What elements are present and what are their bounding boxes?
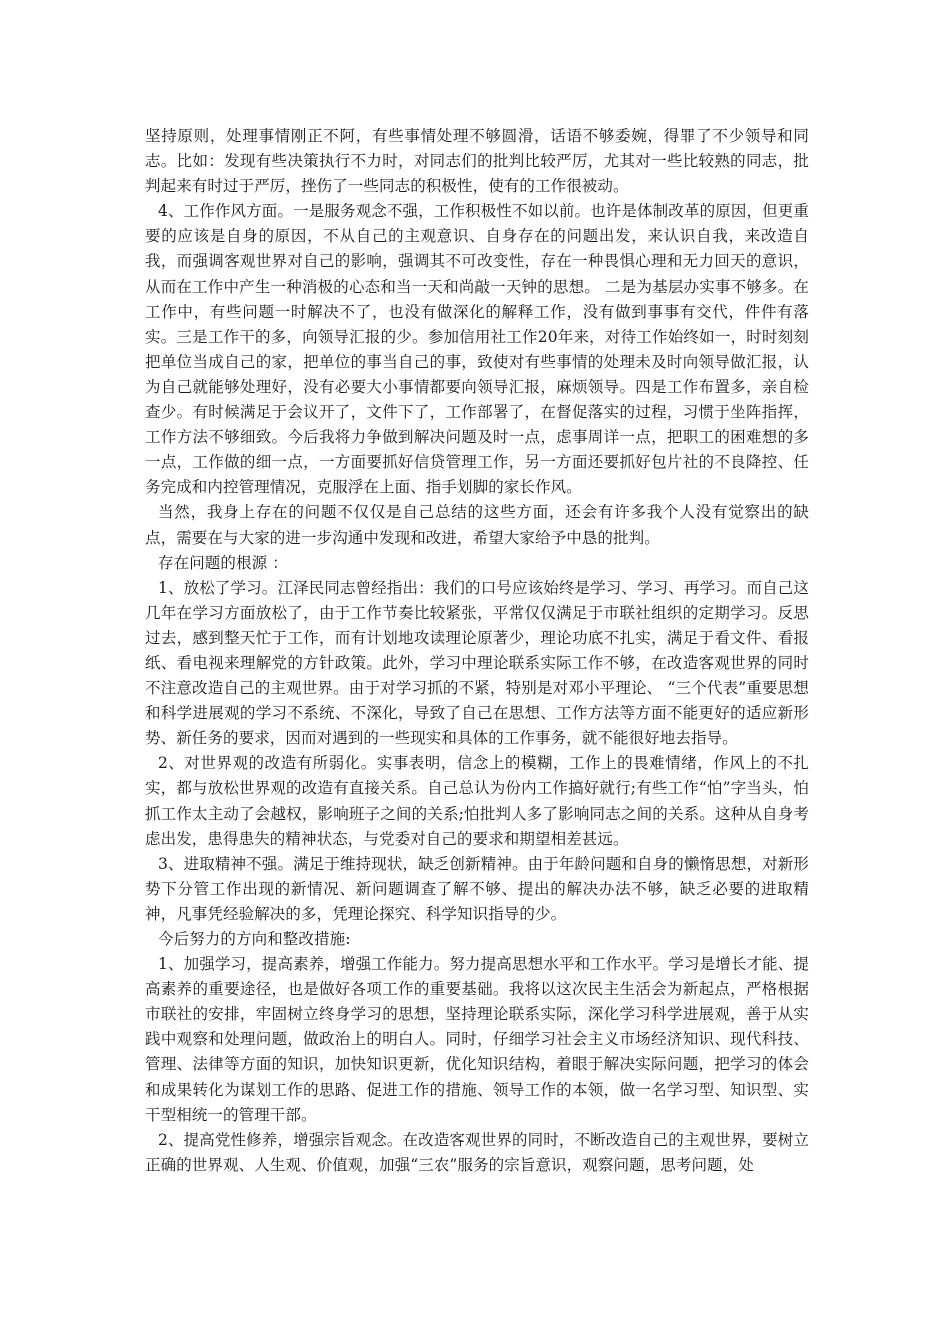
section-heading: 今后努力的方向和整改措施: <box>158 930 351 948</box>
paragraph: 1、加强学习，提高素养，增强工作能力。努力提高思想水平和工作水平。学习是增长才能、提高素养的重要途径，也是做好各项工作的重要基础。我将以这次民主生活会为新起点，严格根据市联社的安排，牢固树立终身学习的思想，坚持理论联系实际，深化学习科学进展观，善于从实践中观察和处理问题，做政治上的明白人。同时，仔细学习社会主义市场经济知识、现代科技、管理、法律等方面的知识，加快知识更新，优化知识结构，着眼于解决实际问题，把学习的体会和成果转化为谋划工作的思路、促进工作的措施、领导工作的本领，做一名学习型、知识型、实干型相统一的管理干部。 <box>145 955 809 1124</box>
paragraph: 4、工作作风方面。一是服务观念不强，工作积极性不如以前。也许是体制改革的原因，但更重要的应该是自身的原因，不从自己的主观意识、自身存在的问题出发，来认识自我，来改造自我，而强调客观世界对自己的影响，强调其不可改变性，存在一种畏惧心理和无力回天的意识，从而在工作中产生一种消极的心态和当一天和尚敲一天钟的思想。 二是为基层办实事不够多。在工作中，有些问题一时解决不了，也没有做深化的解释工作，没有做到事事有交代，件件有落实。三是工作干的多，向领导汇报的少。参加信用社工作20年来，对待工作始终如一，时时刻刻把单位当成自己的家，把单位的事当自己的事，致使对有些事情的处理未及时向领导做汇报，认为自己就能够处理好，没有必要大小事情都要向领导汇报，麻烦领导。四是工作布置多，亲自检查少。有时候满足于会议开了，文件下了，工作部署了，在督促落实的过程，习惯于坐阵指挥，工作方法不够细致。今后我将力争做到解决问题及时一点，虑事周详一点，把职工的困难想的多一点，工作做的细一点，一方面要抓好信贷管理工作，另一方面还要抓好包片社的不良降控、任务完成和内控管理情况，克服浮在上面、指手划脚的家长作风。 <box>145 202 809 497</box>
paragraph: 2、对世界观的改造有所弱化。实事表明，信念上的模糊，工作上的畏难情绪，作风上的不扎实，都与放松世界观的改造有直接关系。自己总认为份内工作搞好就行;有些工作“怕”字当头，怕抓工作太主动了会越权，影响班子之间的关系;怕批判人多了影响同志之间的关系。这种从自身考虑出发，患得患失的精神状态，与党委对自己的要求和期望相差甚远。 <box>145 754 809 848</box>
paragraph: 当然，我身上存在的问题不仅仅是自己总结的这些方面，还会有许多我个人没有觉察出的缺点，需要在与大家的进一步沟通中发现和改进，希望大家给予中恳的批判。 <box>145 503 809 547</box>
paragraph: 3、进取精神不强。满足于维持现状，缺乏创新精神。由于年龄问题和自身的懒惰思想，对新形势下分管工作出现的新情况、新问题调查了解不够、提出的解决办法不够，缺乏必要的进取精神，凡事凭经验解决的多，凭理论探究、科学知识指导的少。 <box>145 854 809 923</box>
paragraph: 1、放松了学习。江泽民同志曾经指出：我们的口号应该始终是学习、学习、再学习。而自己这几年在学习方面放松了，由于工作节奏比较紧张，平常仅仅满足于市联社组织的定期学习。反思过去，感到整天忙于工作，而有计划地攻读理论原著少，理论功底不扎实，满足于看文件、看报纸、看电视来理解党的方针政策。此外，学习中理论联系实际工作不够，在改造客观世界的同时不注意改造自己的主观世界。由于对学习抓的不紧，特别是对邓小平理论、 “三个代表”重要思想和科学进展观的学习不系统、不深化，导致了自己在思想、工作方法等方面不能更好的适应新形势、新任务的要求，因而对遇到的一些现实和具体的工作事务，就不能很好地去指导。 <box>145 578 809 748</box>
section-heading: 存在问题的根源 ： <box>158 553 288 572</box>
document-page <box>145 124 809 1178</box>
paragraph: 坚持原则，处理事情刚正不阿，有些事情处理不够圆滑，话语不够委婉，得罪了不少领导和同志。比如：发现有些决策执行不力时，对同志们的批判比较严厉，尤其对一些比较熟的同志，批判起来有时过于严厉，挫伤了一些同志的积极性，使有的工作很被动。 <box>145 127 809 196</box>
paragraph: 2、提高党性修养，增强宗旨观念。在改造客观世界的同时，不断改造自己的主观世界，要树立正确的世界观、人生观、价值观，加强“三农”服务的宗旨意识，观察问题，思考问题，处 <box>145 1130 809 1174</box>
